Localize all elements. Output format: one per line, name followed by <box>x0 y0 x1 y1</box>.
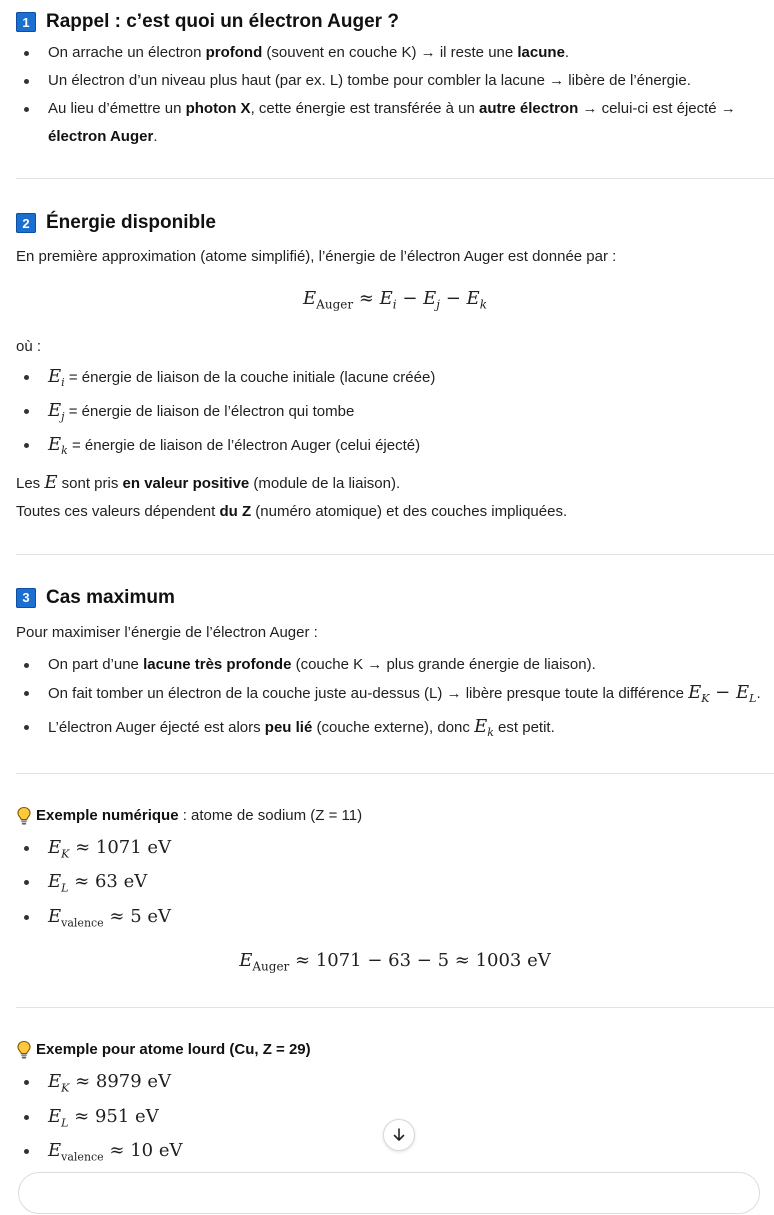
list-item <box>16 651 774 679</box>
text: = énergie de liaison de la couche initiale (lacune créée) <box>64 368 436 386</box>
math-symbol: E <box>48 871 62 893</box>
math-symbol: E <box>48 433 62 455</box>
text: L’électron Auger éjecté est alors <box>48 718 265 736</box>
text: . <box>564 44 570 61</box>
text: . <box>756 684 761 702</box>
math-subscript: j <box>436 297 441 312</box>
math-subscript: L <box>749 691 757 705</box>
list-item <box>16 431 774 465</box>
section-3-heading <box>16 583 774 613</box>
math-symbol: E <box>44 471 58 493</box>
math-subscript: Auger <box>252 959 290 974</box>
math-symbol: E <box>48 905 62 927</box>
text: (souvent en couche K) → il reste une <box>262 44 518 61</box>
bold-text: électron Auger <box>48 128 154 145</box>
math-subscript: K <box>61 1081 70 1095</box>
text: . <box>153 128 158 145</box>
math-operator: − <box>396 288 424 309</box>
math-subscript: valence <box>61 916 104 930</box>
math-operator: − <box>440 288 467 309</box>
list-item <box>16 713 774 747</box>
math-symbol: E <box>239 950 253 972</box>
section-1-title: Rappel : c’est quoi un électron Auger ? <box>46 11 399 32</box>
section-1-list <box>16 39 774 151</box>
list-item <box>16 834 774 869</box>
text: → celui-ci est éjecté → <box>578 100 736 117</box>
text: (numéro atomique) et des couches impliquées. <box>251 502 568 520</box>
text: (module de la liaison). <box>249 474 401 492</box>
number-3-badge: 3 <box>16 588 36 608</box>
math-symbol: E <box>48 1070 62 1092</box>
math-symbol: E <box>474 715 488 737</box>
math-subscript: K <box>61 847 70 861</box>
list-item <box>16 868 774 903</box>
lightbulb-icon <box>16 806 32 826</box>
text: On fait tomber un électron de la couche juste au-dessus (L) → libère presque toute la différence <box>48 684 689 702</box>
auger-formula <box>16 285 774 319</box>
text: , cette énergie est transférée à un <box>250 100 480 117</box>
bold-text: lacune très profonde <box>143 655 292 673</box>
text: On part d’une <box>48 655 144 673</box>
math-symbol: E <box>48 365 62 387</box>
section-3-title: Cas maximum <box>46 586 175 608</box>
math-symbol: E <box>48 399 62 421</box>
list-item <box>16 95 774 151</box>
bold-text: autre électron <box>479 100 579 117</box>
text: Les <box>16 474 45 492</box>
chat-response <box>16 0 774 1215</box>
math-symbol: E <box>423 288 437 309</box>
example-1-label: Exemple numérique <box>36 807 179 825</box>
number-2-badge: 2 <box>16 213 36 233</box>
number-1-badge: 1 <box>16 12 36 32</box>
math-value: ≈ 8979 eV <box>69 1070 172 1092</box>
text: (couche K → plus grande énergie de liaison). <box>291 655 596 673</box>
text: On arrache un électron <box>48 44 206 61</box>
text: est petit. <box>493 718 555 736</box>
math-value: ≈ 63 eV <box>68 871 148 893</box>
scroll-to-bottom-button[interactable] <box>383 1119 415 1151</box>
math-symbol: E <box>466 288 480 309</box>
example-1-heading <box>16 802 774 830</box>
math-symbol: E <box>303 288 317 309</box>
section-2-definitions <box>16 363 774 465</box>
message-input-box[interactable] <box>18 1172 760 1214</box>
math-symbol: E <box>48 1140 62 1162</box>
example-1-values <box>16 834 774 938</box>
list-item <box>16 903 774 938</box>
text: = énergie de liaison de l’électron Auger (celui éjecté) <box>67 436 421 454</box>
bold-text: du Z <box>219 502 252 520</box>
section-3-list <box>16 651 774 747</box>
section-2-heading <box>16 208 774 238</box>
text: sont pris <box>57 474 123 492</box>
list-item <box>16 679 774 713</box>
math-subscript: k <box>487 725 494 739</box>
math-subscript: K <box>701 691 710 705</box>
section-3-intro: Pour maximiser l’énergie de l’électron Auger : <box>16 623 318 641</box>
example-2-heading <box>16 1036 774 1064</box>
list-item <box>16 397 774 431</box>
example-2-label: Exemple pour atome lourd (Cu, Z = 29) <box>36 1041 311 1059</box>
example-1-result <box>16 947 774 981</box>
section-2-title: Énergie disponible <box>46 212 216 233</box>
list-item <box>16 363 774 397</box>
math-subscript: L <box>61 881 69 895</box>
math-subscript: valence <box>61 1150 104 1164</box>
list-item <box>16 1068 774 1103</box>
math-operator: − <box>709 681 736 703</box>
text: (couche externe), donc <box>312 718 475 736</box>
math-symbol: E <box>48 1105 62 1127</box>
bold-text: lacune <box>517 44 565 61</box>
text: Toutes ces valeurs dépendent <box>16 502 220 520</box>
math-subscript: k <box>479 297 487 312</box>
math-expression: ≈ 1071 − 63 − 5 ≈ 1003 eV <box>289 950 551 972</box>
math-symbol: E <box>735 681 750 703</box>
math-subscript: i <box>392 297 397 312</box>
bold-text: photon X <box>185 100 251 117</box>
math-value: ≈ 951 eV <box>68 1105 159 1127</box>
example-1-subject: : atome de sodium (Z = 11) <box>178 807 363 825</box>
math-subscript: k <box>61 443 68 457</box>
math-symbol: E <box>48 836 62 858</box>
text: Au lieu d’émettre un <box>48 100 186 117</box>
bold-text: peu lié <box>264 718 313 736</box>
math-subscript: Auger <box>316 297 354 312</box>
note-z-dependence <box>16 498 774 526</box>
text: = énergie de liaison de l’électron qui tombe <box>64 402 355 420</box>
section-1-heading <box>16 7 774 37</box>
list-item: Un électron d’un niveau plus haut (par ex. L) tombe pour combler la lacune → libère de l’énergie. <box>16 67 774 95</box>
lightbulb-icon <box>16 1040 32 1060</box>
section-2-intro: En première approximation (atome simplifié), l’énergie de l’électron Auger est donnée par : <box>16 248 617 265</box>
bold-text: en valeur positive <box>122 474 250 492</box>
note-positive-values <box>16 469 774 498</box>
math-value: ≈ 1071 eV <box>69 836 172 858</box>
bold-text: profond <box>205 44 263 61</box>
math-subscript: i <box>61 375 65 389</box>
math-value: ≈ 10 eV <box>103 1140 183 1162</box>
math-value: ≈ 5 eV <box>103 905 172 927</box>
list-item <box>16 39 774 67</box>
arrow-down-icon <box>391 1127 407 1143</box>
math-operator: ≈ <box>353 288 380 309</box>
math-subscript: L <box>61 1116 69 1130</box>
math-symbol: E <box>688 681 702 703</box>
where-label: où : <box>16 337 42 355</box>
math-subscript: j <box>61 409 65 423</box>
math-symbol: E <box>379 288 393 309</box>
